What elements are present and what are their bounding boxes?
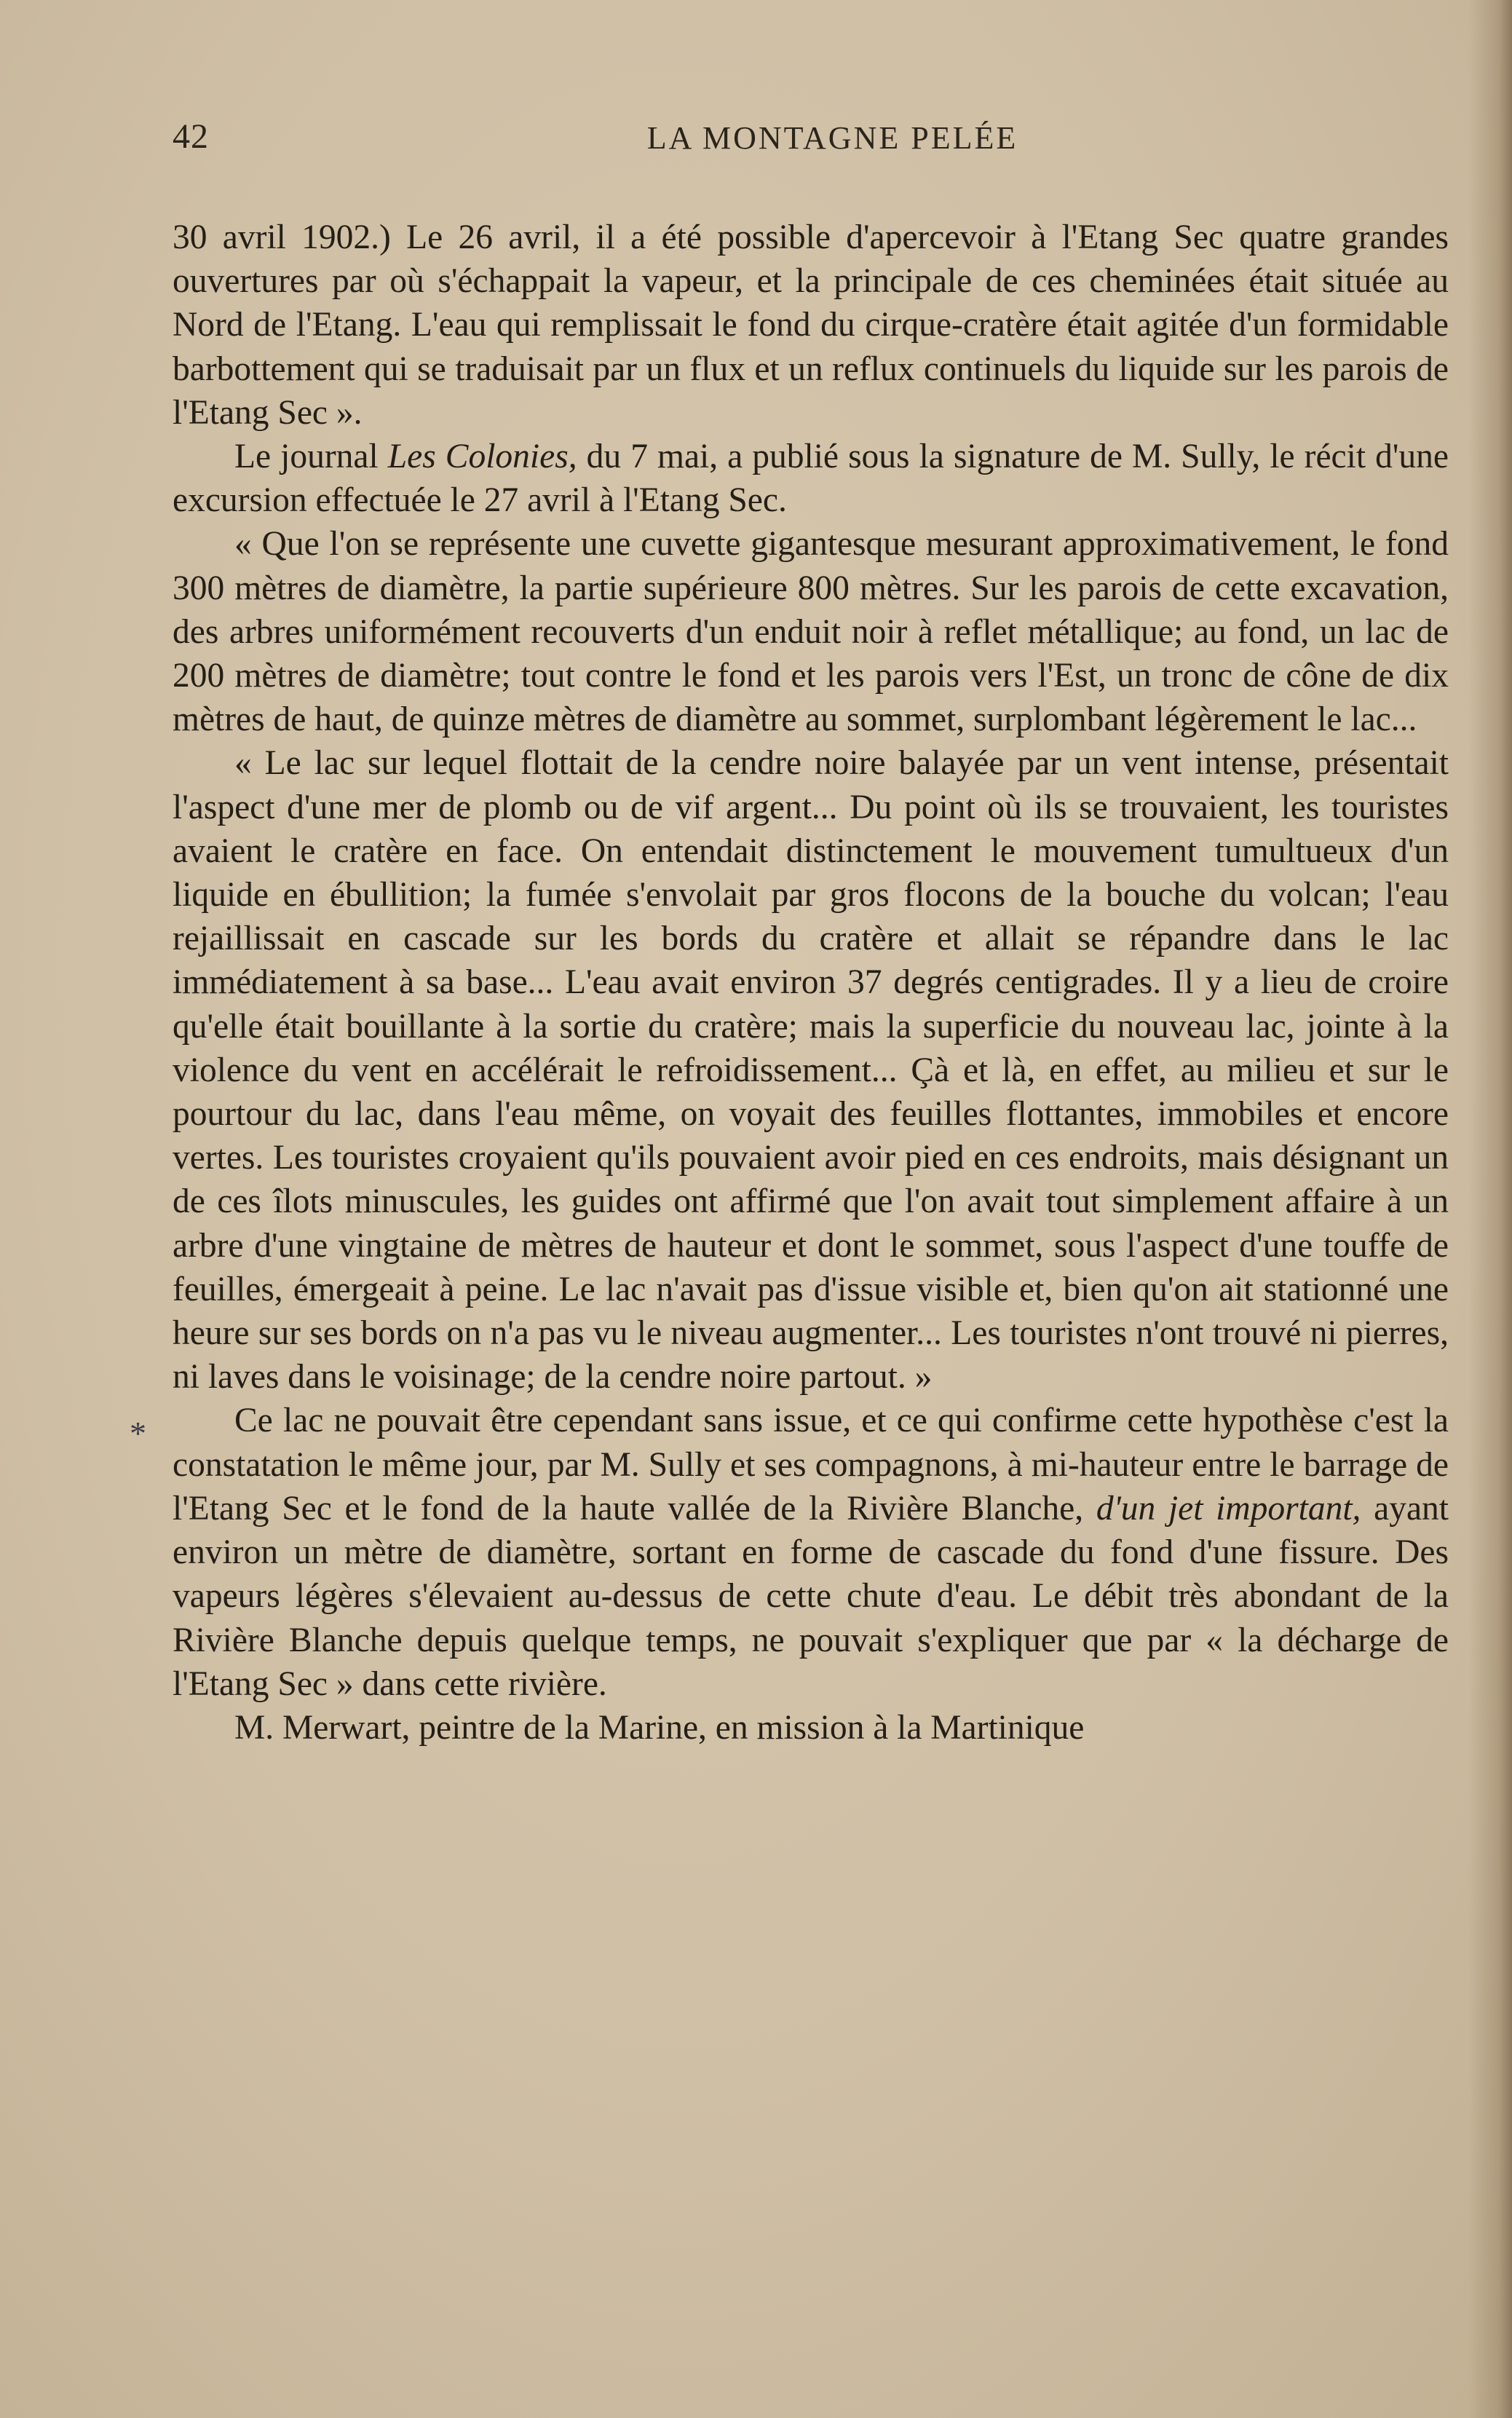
emphasized-phrase: d'un jet important, [1096,1489,1361,1528]
running-title: LA MONTAGNE PELÉE [646,120,1018,156]
body-text [173,216,1449,1750]
paragraph-2-end: du 7 mai, a publié sous la signature de M. Sully, le récit d'une excursion effectuée le 27 avril à l'Etang Sec. [173,438,1449,520]
paragraph-5-end: ayant environ un mètre de diamètre, sortant en forme de cascade du fond d'une fissure. Des vapeurs légères s'élevaient au-dessus de cette chute d'eau. Le débit très abondant de la Rivière Blanche depuis quelque temps, ne pouvait s'expliquer que par « la décharge de l'Etang Sec » dans cette rivière. [173,1489,1449,1703]
paragraph-4: « Le lac sur lequel flottait de la cendre noire balayée par un vent intense, présentait l'aspect d'une mer de plomb ou de vif argent... Du point où ils se trouvaient, les touristes avaient le cratère en face. On entendait distinctement le mouvement tumultueux d'un liquide en ébullition; la fumée s'envolait par gros flocons de la bouche du volcan; l'eau rejaillissait en cascade sur les bords du cratère et allait se répandre dans le lac immédiatement à sa base... L'eau avait environ 37 degrés centigrades. Il y a lieu de croire qu'elle était bouillante à la sortie du cratère; mais la superficie du nouveau lac, jointe à la violence du vent en accélérait le refroidissement... Çà et là, en effet, au milieu et sur le pourtour du lac, dans l'eau même, on voyait des feuilles flottantes, immobiles et encore vertes. Les touristes croyaient qu'ils pouvaient avoir pied en ces endroits, mais désignant un de ces îlots minuscules, les guides ont affirmé que l'on avait tout simplement affaire à un arbre d'une vingtaine de mètres de hauteur et dont le sommet, sous l'aspect d'une touffe de feuilles, émergeait à peine. Le lac n'avait pas d'issue visible et, bien qu'on ait stationné une heure sur ses bords on n'a pas vu le niveau augmenter... Les touristes n'ont trouvé ni pierres, ni laves dans le voisinage; de la cendre noire partout. » [173,744,1449,1396]
paragraph-1: 30 avril 1902.) Le 26 avril, il a été possible d'apercevoir à l'Etang Sec quatre grandes ouvertures par où s'échappait la vapeur, et la principale de ces cheminées était située au Nord de l'Etang. L'eau qui remplissait le fond du cirque-cratère était agitée d'un formidable barbottement qui se traduisait par un flux et un reflux continuels du liquide sur les parois de l'Etang Sec ». [173,218,1449,432]
paragraph-6: M. Merwart, peintre de la Marine, en mission à la Martinique [234,1708,1085,1747]
page-header [173,116,1449,160]
paragraph-3: « Que l'on se représente une cuvette gigantesque mesurant approximativement, le fond 300 mètres de diamètre, la partie supérieure 800 mètres. Sur les parois de cette excavation, des arbres uniformément recouverts d'un enduit noir à reflet métallique; au fond, un lac de 200 mètres de diamètre; tout contre le fond et les parois vers l'Est, un tronc de cône de dix mètres de haut, de quinze mètres de diamètre au sommet, surplombant légèrement le lac... [173,525,1449,739]
paragraph-5-start: Ce lac ne pouvait être cependant sans issue, et ce qui confirme cette hypothèse c'est la constatation le même jour, par M. Sully et ses compagnons, à mi-hauteur entre le barrage de l'Etang Sec et le fond de la haute vallée de la Rivière Blanche, [173,1402,1449,1528]
page-edge-shadow [1468,0,1512,2418]
margin-annotation-mark: * [130,1415,146,1452]
page-number: 42 [173,117,209,156]
paragraph-2 [173,435,1449,522]
paragraph-2-start: Le journal [234,438,388,476]
paragraph-5 [173,1399,1449,1705]
journal-title: Les Colonies, [387,438,577,476]
